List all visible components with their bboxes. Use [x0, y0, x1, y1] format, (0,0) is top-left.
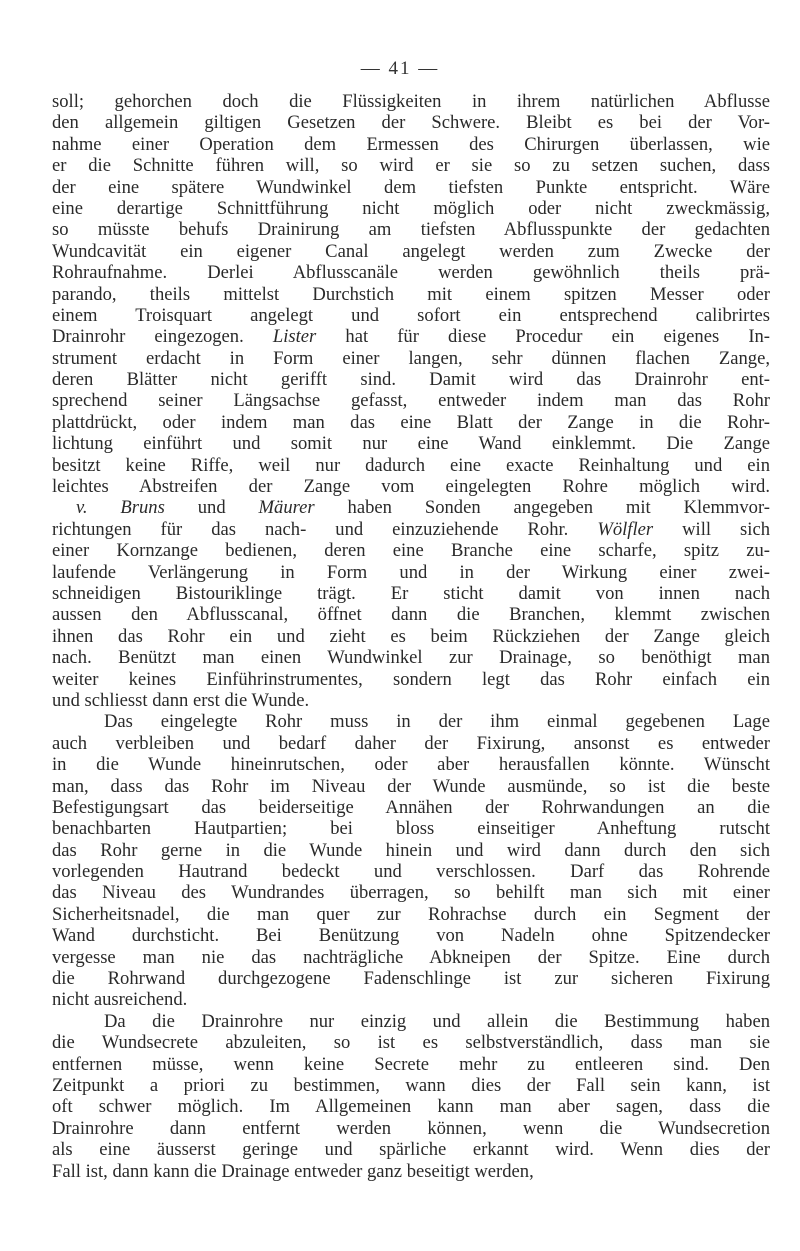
text-line: eine derartige Schnittführung nicht möglich oder nicht zweckmässig,	[52, 197, 770, 219]
text-line: ihnen das Rohr ein und zieht es beim Rückziehen der Zange gleich	[52, 625, 770, 647]
text-line: sprechend seiner Längsachse gefasst, entweder indem man das Rohr	[52, 390, 770, 412]
text-line: Das eingelegte Rohr muss in der ihm einmal gegebenen Lage	[104, 711, 770, 733]
text-line: einem Troisquart angelegt und sofort ein entsprechend calibrirtes	[52, 304, 770, 326]
text-line: oft schwer möglich. Im Allgemeinen kann man aber sagen, dass die	[52, 1096, 770, 1118]
text-line: und schliesst dann erst die Wunde.	[52, 689, 310, 711]
text-line: Rohraufnahme. Derlei Abflusscanäle werden gewöhnlich theils prä-	[52, 262, 770, 284]
text-line: so müsste behufs Drainirung am tiefsten Abflusspunkte der gedachten	[52, 219, 770, 241]
text-line: nahme einer Operation dem Ermessen des Chirurgen überlassen, wie	[52, 133, 770, 155]
text-line: laufende Verlängerung in Form und in der Wirkung einer zwei-	[52, 561, 770, 583]
text-line: die Rohrwand durchgezogene Fadenschlinge ist zur sicheren Fixirung	[52, 968, 770, 990]
text-line: besitzt keine Riffe, weil nur dadurch eine exacte Reinhaltung und ein	[52, 454, 770, 476]
text-line: soll; gehorchen doch die Flüssigkeiten in ihrem natürlichen Abflusse	[52, 91, 770, 112]
text-line: Befestigungsart das beiderseitige Annähen der Rohrwandungen an die	[52, 796, 770, 818]
text-line: Fall ist, dann kann die Drainage entweder ganz beseitigt werden,	[52, 1160, 534, 1182]
text-line: lichtung einführt und somit nur eine Wand einklemmt. Die Zange	[52, 433, 770, 455]
text-line: vergesse man nie das nachträgliche Abkneipen der Spitze. Eine durch	[52, 946, 770, 968]
text-line: v. Bruns und Mäurer haben Sonden angegeben mit Klemmvor-	[76, 497, 770, 519]
text-line: Zeitpunkt a priori zu bestimmen, wann dies der Fall sein kann, ist	[52, 1074, 770, 1096]
text-line: entfernen müsse, wenn keine Secrete mehr zu entleeren sind. Den	[52, 1053, 770, 1075]
text-line: deren Blätter nicht gerifft sind. Damit wird das Drainrohr ent-	[52, 369, 770, 391]
text-line: strument erdacht in Form einer langen, sehr dünnen flachen Zange,	[52, 347, 770, 369]
text-line: vorlegenden Hautrand bedeckt und verschlossen. Darf das Rohrende	[52, 861, 770, 883]
text-line: plattdrückt, oder indem man das eine Blatt der Zange in die Rohr-	[52, 411, 770, 433]
text-line: das Niveau des Wundrandes überragen, so behilft man sich mit einer	[52, 882, 770, 904]
text-line: das Rohr gerne in die Wunde hinein und wird dann durch den sich	[52, 839, 770, 861]
text-line: Wundcavität ein eigener Canal angelegt werden zum Zwecke der	[52, 240, 770, 262]
text-line: in die Wunde hineinrutschen, oder aber herausfallen könnte. Wünscht	[52, 754, 770, 776]
text-line: Drainrohr eingezogen. Lister hat für diese Procedur ein eigenes In-	[52, 326, 770, 348]
text-line: den allgemein giltigen Gesetzen der Schwere. Bleibt es bei der Vor-	[52, 112, 770, 134]
text-line: aussen den Abflusscanal, öffnet dann die Branchen, klemmt zwischen	[52, 604, 770, 626]
text-line: er die Schnitte führen will, so wird er sie so zu setzen suchen, dass	[52, 155, 770, 177]
text-line: Drainrohre dann entfernt werden können, wenn die Wundsecretion	[52, 1117, 770, 1139]
text-line: nach. Benützt man einen Wundwinkel zur Drainage, so benöthigt man	[52, 647, 770, 669]
text-line: Da die Drainrohre nur einzig und allein die Bestimmung haben	[104, 1010, 770, 1032]
author-name: v. Bruns	[76, 497, 165, 519]
text-line: man, dass das Rohr im Niveau der Wunde ausmünde, so ist die beste	[52, 775, 770, 797]
text-line: einer Kornzange bedienen, deren eine Branche eine scharfe, spitz zu-	[52, 540, 770, 562]
text-line: leichtes Abstreifen der Zange vom eingelegten Rohre möglich wird.	[52, 476, 770, 498]
author-name: Wölfler	[597, 518, 654, 540]
text-line: die Wundsecrete abzuleiten, so ist es selbstverständlich, dass man sie	[52, 1032, 770, 1054]
text-line: Sicherheitsnadel, die man quer zur Rohrachse durch ein Segment der	[52, 903, 770, 925]
text-line: weiter keines Einführinstrumentes, sondern legt das Rohr einfach ein	[52, 668, 770, 690]
text-line: richtungen für das nach- und einzuziehende Rohr. Wölfler will sich	[52, 518, 770, 540]
text-line: auch verbleiben und bedarf daher der Fixirung, ansonst es entweder	[52, 732, 770, 754]
author-name: Lister	[272, 326, 317, 348]
text-line: als eine äusserst geringe und spärliche erkannt wird. Wenn dies der	[52, 1139, 770, 1161]
text-line: nicht ausreichend.	[52, 989, 188, 1011]
text-line: parando, theils mittelst Durchstich mit einem spitzen Messer oder	[52, 283, 770, 305]
author-name: Mäurer	[258, 497, 315, 519]
page-number: — 41 —	[360, 58, 440, 79]
text-line: benachbarten Hautpartien; bei bloss einseitiger Anheftung rutscht	[52, 818, 770, 840]
text-line: schneidigen Bistouriklinge trägt. Er sticht damit von innen nach	[52, 582, 770, 604]
text-line: der eine spätere Wundwinkel dem tiefsten Punkte entspricht. Wäre	[52, 176, 770, 198]
body-text	[52, 91, 770, 1182]
text-line: Wand durchsticht. Bei Benützung von Nadeln ohne Spitzendecker	[52, 925, 770, 947]
